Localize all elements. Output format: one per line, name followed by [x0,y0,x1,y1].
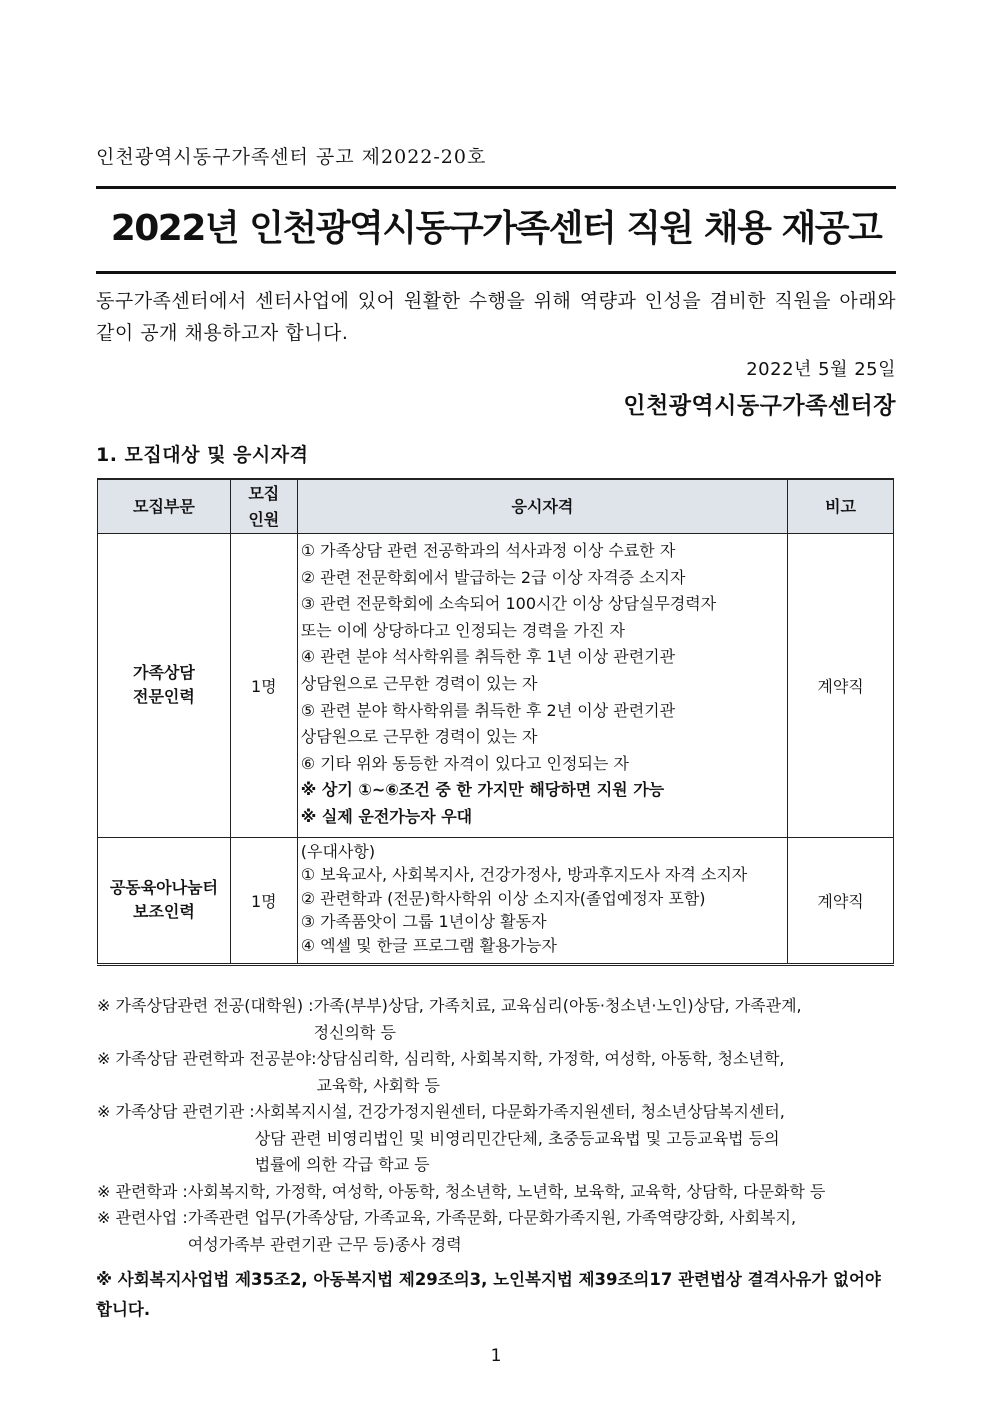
note-text [317,1046,897,1099]
qualification-line: 상담원으로 근무한 경력이 있는 자 [300,727,538,747]
note-label: ※ 가족상담 관련기관 : [97,1102,255,1121]
note-line: 사회복지학, 가정학, 여성학, 아동학, 청소년학, 노년학, 보육학, 교육학, 상담학, 다문화학 등 [187,1181,826,1201]
title-top-rule [96,186,896,189]
condition-note: ※ 상기 ①~⑥조건 중 한 가지만 해당하면 지원 가능 [300,780,665,800]
qualification-line: ① 보육교사, 사회복지사, 건강가정사, 방과후지도사 자격 소지자 [300,865,748,885]
legal-notice: ※ 사회복지사업법 제35조2, 아동복지법 제29조의3, 노인복지법 제39조의17 관련법상 결격사유가 없어야 합니다. [96,1270,881,1319]
qualification-line: ④ 엑셀 및 한글 프로그램 활용가능자 [300,935,557,955]
notice-number: 인천광역시동구가족센터 공고 제2022-20호 [96,146,487,168]
department-cell [98,837,231,965]
note-text [188,1179,897,1206]
note-line: 가족관련 업무(가족상담, 가족교육, 가족문화, 다문화가족지원, 가족역량강화, 사회복지, [187,1208,797,1227]
note-item [97,993,897,1046]
title-bottom-rule [96,271,896,274]
column-header-line: 인원 [248,509,280,529]
qualification-line: ① 가족상담 관련 전공학과의 석사과정 이상 수료한 자 [300,541,676,560]
note-label: ※ 가족상담관련 전공(대학원) : [97,996,314,1015]
qualification-line: ② 관련 전문학회에서 발급하는 2급 이상 자격증 소지자 [300,567,686,587]
notice-date: 2022년 5월 25일 [746,359,896,380]
qualification-cell [297,534,787,838]
qualification-line: ④ 관련 분야 석사학위를 취득한 후 1년 이상 관련기관 [300,647,676,667]
department-line: 전문인력 [133,687,195,707]
qualification-line: ⑥ 기타 위와 동등한 자격이 있다고 인정되는 자 [300,753,629,773]
note-line: 가족(부부)상담, 가족치료, 교육심리(아동·청소년·노인)상담, 가족관계, [313,996,802,1015]
column-header [230,479,297,534]
column-header: 비고 [788,479,894,534]
note-text [255,1099,897,1179]
count-cell: 1명 [230,837,297,965]
qualification-line: (우대사항) [300,841,376,861]
qualification-line: ③ 가족품앗이 그룹 1년이상 활동자 [300,912,547,932]
department-line: 공동육아나눔터 [109,878,219,898]
remark-cell: 계약직 [788,534,894,838]
table-row [98,534,894,838]
section-heading: 1. 모집대상 및 응시자격 [96,444,309,466]
qualification-line: ③ 관련 전문학회에 소속되어 100시간 이상 상담실무경력자 [300,594,717,614]
remark-cell: 계약직 [788,837,894,965]
qualification-line: ② 관련학과 (전문)학사학위 이상 소지자(졸업예정자 포함) [300,888,706,908]
condition-note: ※ 실제 운전가능자 우대 [300,806,473,826]
note-label: ※ 관련사업 : [97,1208,188,1227]
note-text [314,993,897,1046]
note-line: 사회복지시설, 건강가정지원센터, 다문화가족지원센터, 청소년상담복지센터, [254,1102,785,1121]
department-cell [98,534,231,838]
note-item [97,1205,897,1258]
note-item [97,1179,897,1206]
department-line: 보조인력 [133,902,195,922]
note-line: 교육학, 사회학 등 [316,1075,440,1095]
qualification-line: 상담원으로 근무한 경력이 있는 자 [300,673,538,693]
column-header: 모집부문 [98,479,231,534]
note-item [97,1099,897,1179]
count-cell: 1명 [230,534,297,838]
note-line: 법률에 의한 각급 학교 등 [254,1155,430,1174]
note-line: 상담심리학, 심리학, 사회복지학, 가정학, 여성학, 아동학, 청소년학, [316,1049,785,1068]
note-item [97,1046,897,1099]
note-line: 상담 관련 비영리법인 및 비영리민간단체, 초중등교육법 및 고등교육법 등의 [254,1128,780,1148]
note-label: ※ 가족상담 관련학과 전공분야: [97,1049,317,1068]
column-header-line: 모집 [248,483,280,503]
note-line: 여성가족부 관련기관 근무 등)종사 경력 [187,1234,462,1254]
column-header: 응시자격 [297,479,787,534]
notes-list [97,993,897,1258]
table-header-row [98,479,894,534]
page-number: 1 [490,1346,502,1366]
note-label: ※ 관련학과 : [97,1181,188,1201]
recruitment-table [97,478,894,966]
intro-paragraph: 동구가족센터에서 센터사업에 있어 원활한 수행을 위해 역량과 인성을 겸비한 직원을 아래와 같이 공개 채용하고자 합니다. [96,290,896,344]
qualification-cell [297,837,787,965]
organization-name: 인천광역시동구가족센터장 [623,393,896,419]
qualification-line: ⑤ 관련 분야 학사학위를 취득한 후 2년 이상 관련기관 [300,700,676,720]
note-line: 정신의학 등 [313,1022,396,1042]
page-title: 2022년 인천광역시동구가족센터 직원 채용 재공고 [110,208,882,249]
department-line: 가족상담 [133,663,195,683]
qualification-line: 또는 이에 상당하다고 인정되는 경력을 가진 자 [300,620,625,640]
note-text [188,1205,897,1258]
table-row [98,837,894,965]
